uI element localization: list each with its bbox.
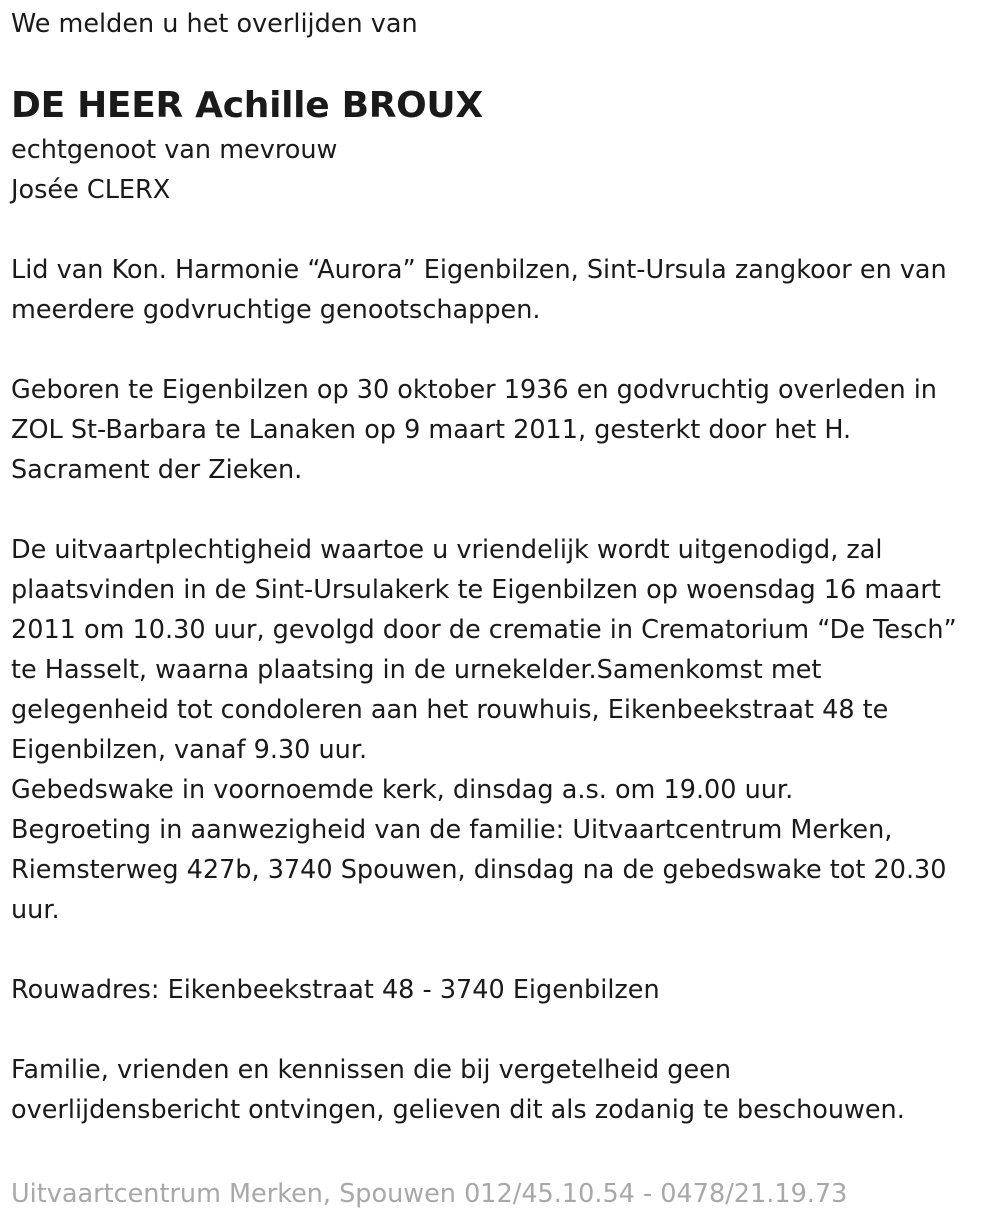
text-line: De uitvaartplechtigheid waartoe u vriendelijk wordt uitgenodigd, zal bbox=[11, 535, 883, 565]
membership-paragraph bbox=[11, 250, 991, 330]
text-line: Lid van Kon. Harmonie “Aurora” Eigenbilzen, Sint-Ursula zangkoor en van bbox=[11, 255, 947, 285]
text-line: ZOL St-Barbara te Lanaken op 9 maart 2011, gesterkt door het H. bbox=[11, 415, 852, 445]
notice-paragraph bbox=[11, 1050, 991, 1130]
spouse-line: echtgenoot van mevrouw bbox=[11, 135, 338, 165]
text-line: Eigenbilzen, vanaf 9.30 uur. bbox=[11, 735, 368, 765]
text-line: 2011 om 10.30 uur, gevolgd door de crematie in Crematorium “De Tesch” bbox=[11, 615, 957, 645]
deceased-name: DE HEER Achille BROUX bbox=[11, 85, 483, 126]
text-line: Gebedswake in voornoemde kerk, dinsdag a.s. om 19.00 uur. bbox=[11, 775, 794, 805]
text-line: Familie, vrienden en kennissen die bij vergetelheid geen bbox=[11, 1055, 731, 1085]
text-line: te Hasselt, waarna plaatsing in de urnekelder.Samenkomst met bbox=[11, 655, 822, 685]
text-line: Sacrament der Zieken. bbox=[11, 455, 303, 485]
text-line: Begroeting in aanwezigheid van de familie: Uitvaartcentrum Merken, bbox=[11, 815, 893, 845]
text-line: plaatsvinden in de Sint-Ursulakerk te Eigenbilzen op woensdag 16 maart bbox=[11, 575, 941, 605]
obituary-notice bbox=[11, 4, 991, 1130]
text-line: Geboren te Eigenbilzen op 30 oktober 1936 en godvruchtig overleden in bbox=[11, 375, 937, 405]
spouse-name: Josée CLERX bbox=[11, 175, 171, 205]
text-line: overlijdensbericht ontvingen, gelieven dit als zodanig te beschouwen. bbox=[11, 1095, 905, 1125]
text-line: Riemsterweg 427b, 3740 Spouwen, dinsdag na de gebedswake tot 20.30 bbox=[11, 855, 947, 885]
birth-death-paragraph bbox=[11, 370, 991, 490]
ceremony-paragraph bbox=[11, 530, 991, 930]
intro-text: We melden u het overlijden van bbox=[11, 9, 418, 39]
mourning-address: Rouwadres: Eikenbeekstraat 48 - 3740 Eigenbilzen bbox=[11, 975, 660, 1005]
funeral-home-footer: Uitvaartcentrum Merken, Spouwen 012/45.10.54 - 0478/21.19.73 bbox=[11, 1179, 848, 1209]
spouse-block bbox=[11, 130, 991, 210]
text-line: gelegenheid tot condoleren aan het rouwhuis, Eikenbeekstraat 48 te bbox=[11, 695, 889, 725]
text-line: meerdere godvruchtige genootschappen. bbox=[11, 295, 541, 325]
text-line: uur. bbox=[11, 895, 60, 925]
